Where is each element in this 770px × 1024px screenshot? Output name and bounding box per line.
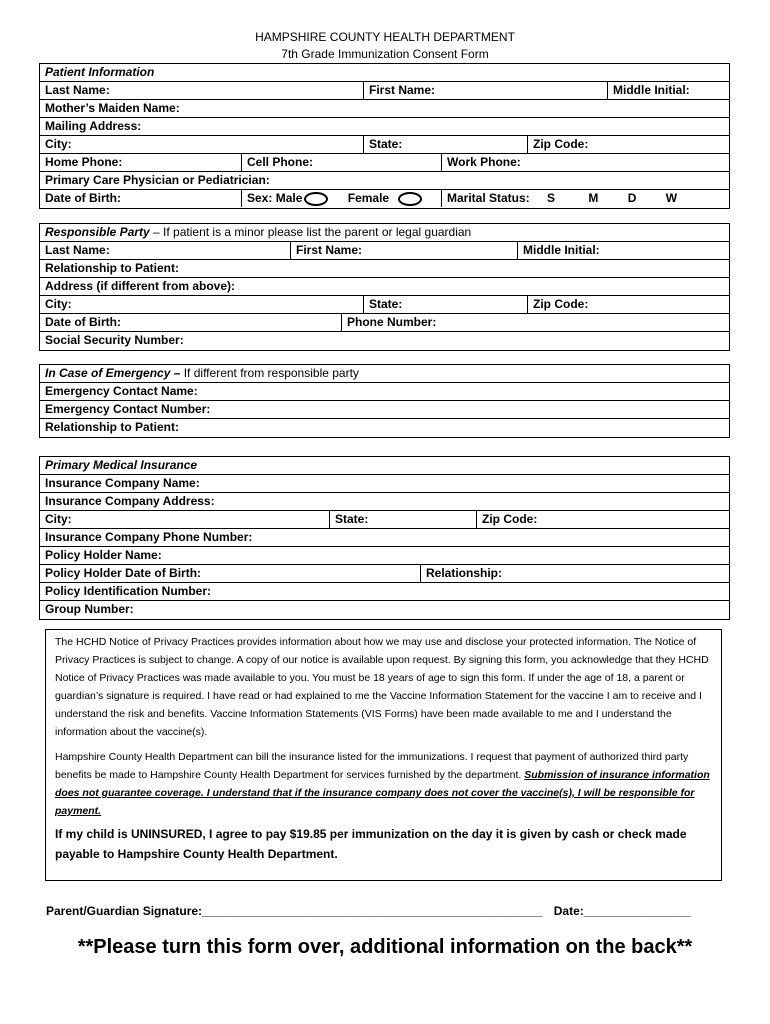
- insurance-company-name-field[interactable]: Insurance Company Name:: [45, 476, 200, 490]
- responsible-last-name-field[interactable]: Last Name:: [45, 243, 110, 257]
- consent-notice: [45, 629, 722, 881]
- responsible-first-name-field[interactable]: First Name:: [290, 242, 362, 259]
- uninsured-text: If my child is UNINSURED, I agree to pay $19.85 per immunization on the day it is given by cash or check made payable to Hampshire County Health Department.: [55, 827, 687, 861]
- billing-emphasis: Submission of insurance information does not guarantee coverage. I understand that if the insurance company does not cover the vaccine(s), I will be responsible for payment.: [55, 769, 710, 817]
- responsible-address-field[interactable]: Address (if different from above):: [45, 279, 236, 293]
- signature-line: [46, 904, 691, 918]
- patient-state-field[interactable]: State:: [363, 136, 402, 153]
- insurance-city-field[interactable]: City:: [45, 512, 72, 526]
- marital-option-s[interactable]: S: [547, 191, 556, 205]
- responsible-zip-field[interactable]: Zip Code:: [527, 296, 588, 313]
- patient-city-field[interactable]: City:: [45, 137, 72, 151]
- responsible-phone-field[interactable]: Phone Number:: [341, 314, 436, 331]
- responsible-section-note: – If patient is a minor please list the parent or legal guardian: [149, 225, 472, 239]
- responsible-section-header: [40, 224, 471, 241]
- responsible-city-field[interactable]: City:: [45, 297, 72, 311]
- marital-status-label: Marital Status:: [447, 191, 530, 205]
- group-number-field[interactable]: Group Number:: [45, 602, 134, 616]
- male-option-circle[interactable]: [304, 192, 328, 206]
- responsible-relationship-field[interactable]: Relationship to Patient:: [45, 261, 180, 275]
- sex-field: [241, 190, 424, 207]
- marital-option-m[interactable]: M: [588, 191, 599, 205]
- billing-text: Hampshire County Health Department can bill the insurance listed for the immunizations. I request that payment of authorized third party benefits be made to Hampshire County Health Department for services furnished by the department.: [55, 751, 689, 781]
- privacy-notice-text: The HCHD Notice of Privacy Practices provides information about how we may use and disclose your protected information. The Notice of Privacy Practices is subject to change. A copy of our notice is available upon request. By signing this form, you acknowledge that they HCHD Notice of Privacy Practices was made available to you. You must be 18 years of age to sign this form. If under the age of 18, a parent or guardian’s signature is required. I have read or had explained to me the Vaccine Information Statement for the vaccine I am to receive and I understand the risk and benefits. Vaccine Information Statements (VIS Forms) have been made available to me and I understand the information about the vaccine(s).: [55, 636, 709, 738]
- insurance-company-address-field[interactable]: Insurance Company Address:: [45, 494, 215, 508]
- male-label: Male: [275, 191, 303, 205]
- patient-last-name-field[interactable]: Last Name:: [45, 83, 110, 97]
- female-option-circle[interactable]: [398, 192, 422, 206]
- date-input[interactable]: ________________: [583, 904, 691, 918]
- form-title: 7th Grade Immunization Consent Form: [281, 47, 489, 61]
- patient-zip-field[interactable]: Zip Code:: [527, 136, 588, 153]
- patient-middle-initial-field[interactable]: Middle Initial:: [607, 82, 690, 99]
- emergency-section-note: If different from responsible party: [180, 366, 359, 380]
- date-label: Date:: [553, 904, 584, 918]
- responsible-dob-field[interactable]: Date of Birth:: [45, 315, 121, 329]
- insurance-zip-field[interactable]: Zip Code:: [476, 511, 537, 528]
- emergency-section-header: [40, 365, 359, 382]
- physician-field[interactable]: Primary Care Physician or Pediatrician:: [45, 173, 270, 187]
- policy-holder-name-field[interactable]: Policy Holder Name:: [45, 548, 162, 562]
- insurance-state-field[interactable]: State:: [329, 511, 368, 528]
- emergency-section: [39, 364, 730, 438]
- marital-status-field: [441, 190, 677, 207]
- emergency-relationship-field[interactable]: Relationship to Patient:: [45, 420, 180, 434]
- responsible-section-title: Responsible Party: [45, 225, 150, 239]
- emergency-contact-name-field[interactable]: Emergency Contact Name:: [45, 384, 198, 398]
- emergency-contact-number-field[interactable]: Emergency Contact Number:: [45, 402, 211, 416]
- cell-phone-field[interactable]: Cell Phone:: [241, 154, 313, 171]
- insurance-section: [39, 456, 730, 620]
- patient-section-title: Patient Information: [45, 65, 155, 79]
- mothers-maiden-name-field[interactable]: Mother’s Maiden Name:: [45, 101, 180, 115]
- patient-first-name-field[interactable]: First Name:: [363, 82, 435, 99]
- signature-label: Parent/Guardian Signature:: [46, 904, 203, 918]
- policy-holder-dob-field[interactable]: Policy Holder Date of Birth:: [45, 566, 202, 580]
- responsible-state-field[interactable]: State:: [363, 296, 402, 313]
- policy-id-field[interactable]: Policy Identification Number:: [45, 584, 212, 598]
- responsible-middle-initial-field[interactable]: Middle Initial:: [517, 242, 600, 259]
- signature-input[interactable]: ___________________________________________________: [202, 904, 543, 918]
- billing-paragraph: [55, 748, 711, 820]
- marital-option-w[interactable]: W: [665, 191, 678, 205]
- sex-label: Sex:: [247, 191, 273, 205]
- work-phone-field[interactable]: Work Phone:: [441, 154, 521, 171]
- patient-dob-field[interactable]: Date of Birth:: [45, 191, 121, 205]
- home-phone-field[interactable]: Home Phone:: [45, 155, 123, 169]
- ssn-field[interactable]: Social Security Number:: [45, 333, 184, 347]
- mailing-address-field[interactable]: Mailing Address:: [45, 119, 142, 133]
- responsible-party-section: [39, 223, 730, 351]
- marital-option-d[interactable]: D: [627, 191, 637, 205]
- turn-over-note: **Please turn this form over, additional information on the back**: [77, 936, 693, 958]
- org-title: HAMPSHIRE COUNTY HEALTH DEPARTMENT: [255, 30, 515, 44]
- patient-information-section: [39, 63, 730, 209]
- insurance-section-title: Primary Medical Insurance: [45, 458, 198, 472]
- female-label: Female: [347, 191, 390, 205]
- insurance-company-phone-field[interactable]: Insurance Company Phone Number:: [45, 530, 253, 544]
- emergency-section-title: In Case of Emergency –: [45, 366, 181, 380]
- policy-holder-relationship-field[interactable]: Relationship:: [420, 565, 502, 582]
